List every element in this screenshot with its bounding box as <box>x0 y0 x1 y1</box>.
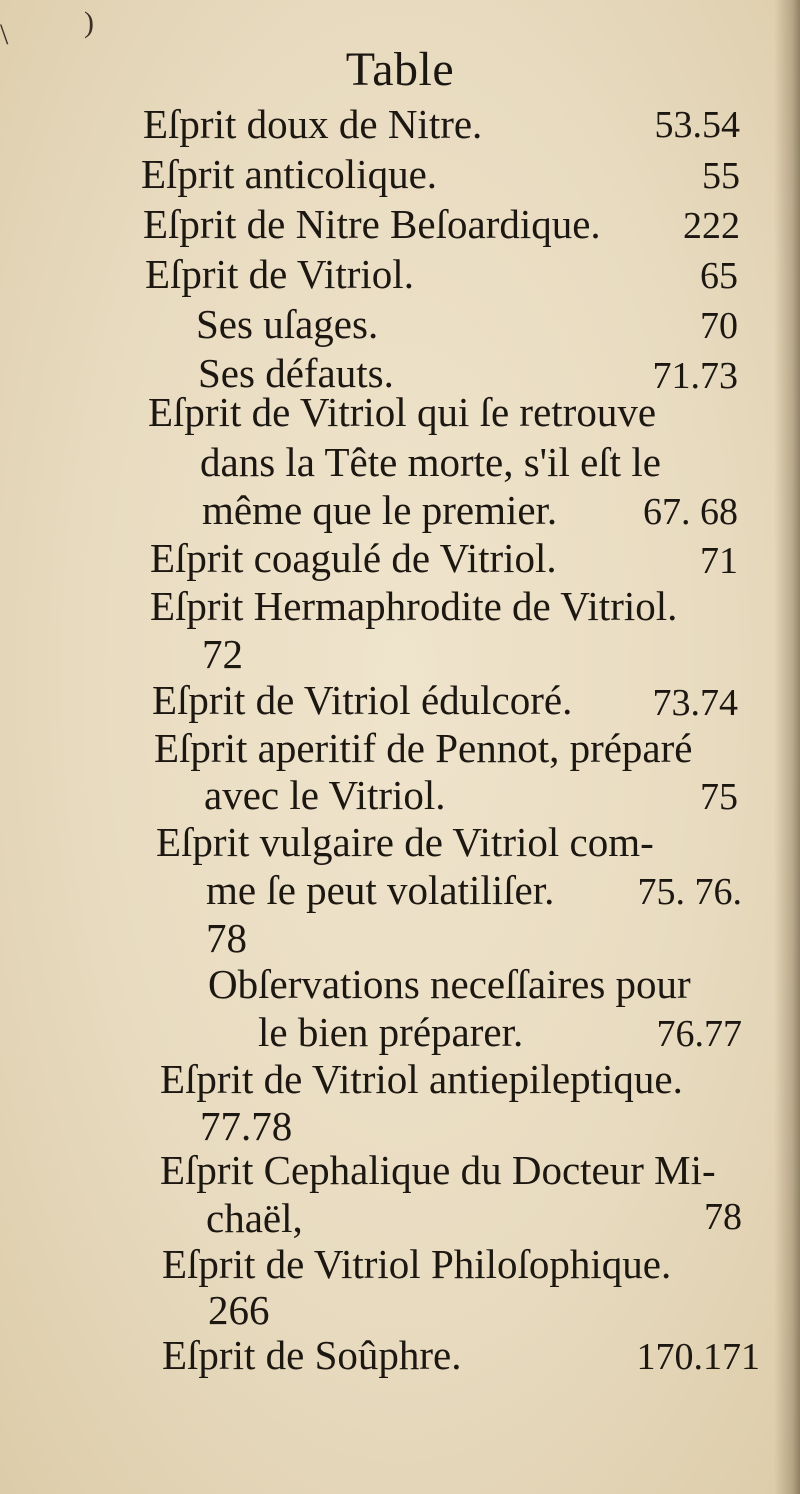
index-entry: Eſprit de Vitriol qui ſe retrouve <box>148 389 657 435</box>
index-page-number-continuation: 72 <box>202 631 243 677</box>
index-page-number: 75. 76. <box>637 871 742 913</box>
index-entry: Eſprit de Nitre Beſoardique. <box>143 201 601 247</box>
index-entry-continuation: le bien préparer. <box>258 1009 524 1055</box>
index-entry-continuation: me ſe peut volatiliſer. <box>206 867 555 913</box>
corner-mark: \ <box>0 18 9 51</box>
index-entry: Eſprit anticolique. <box>141 151 438 197</box>
index-page-number: 71.73 <box>652 355 738 397</box>
index-entry: Eſprit de Vitriol Philoſophique. <box>162 1241 672 1287</box>
index-subentry: Ses uſages. <box>196 301 379 347</box>
index-entry: Eſprit de Soûphre. <box>162 1332 462 1378</box>
index-entry: Eſprit doux de Nitre. <box>143 101 483 147</box>
page-edge-shadow <box>774 0 800 1494</box>
index-entry: Eſprit Hermaphrodite de Vitriol. <box>150 583 678 629</box>
index-page-number: 65 <box>700 255 738 297</box>
index-page-number: 222 <box>683 205 740 247</box>
index-page-number: 73.74 <box>652 682 738 724</box>
index-subentry: Obſervations neceſſaires pour <box>208 961 691 1007</box>
index-entry: Eſprit coagulé de Vitriol. <box>150 535 557 581</box>
index-page-number: 76.77 <box>656 1013 742 1055</box>
index-entry-continuation: dans la Tête morte, s'il eſt le <box>200 439 661 485</box>
index-entry-continuation: chaël, <box>206 1195 303 1241</box>
corner-mark-2: ) <box>84 6 94 39</box>
index-page-number: 55 <box>702 155 740 197</box>
index-page-number: 53.54 <box>654 104 740 146</box>
page-title: Table <box>345 43 455 96</box>
index-entry: Eſprit de Vitriol antiepileptique. <box>160 1056 683 1102</box>
index-entry: Eſprit de Vitriol édulcoré. <box>152 677 573 723</box>
index-page-number: 75 <box>700 776 738 818</box>
index-subentry: Ses défauts. <box>198 350 394 396</box>
index-page-number: 67. 68 <box>643 491 738 533</box>
index-page-number: 78 <box>704 1196 742 1238</box>
index-page-number: 71 <box>700 540 738 582</box>
index-entry: Eſprit de Vitriol. <box>145 251 414 297</box>
index-page-number-continuation: 77.78 <box>200 1103 293 1149</box>
index-entry-continuation: avec le Vitriol. <box>204 772 446 818</box>
index-page-number: 170.171 <box>636 1336 760 1378</box>
index-entry: Eſprit vulgaire de Vitriol com- <box>156 819 654 865</box>
index-entry: Eſprit aperitif de Pennot, préparé <box>154 725 693 771</box>
index-page-number-continuation: 78 <box>206 915 247 961</box>
index-entry: Eſprit Cephalique du Docteur Mi- <box>160 1147 716 1193</box>
index-entry-continuation: même que le premier. <box>202 487 558 533</box>
index-page-number: 70 <box>700 305 738 347</box>
index-page-number-continuation: 266 <box>208 1287 270 1333</box>
